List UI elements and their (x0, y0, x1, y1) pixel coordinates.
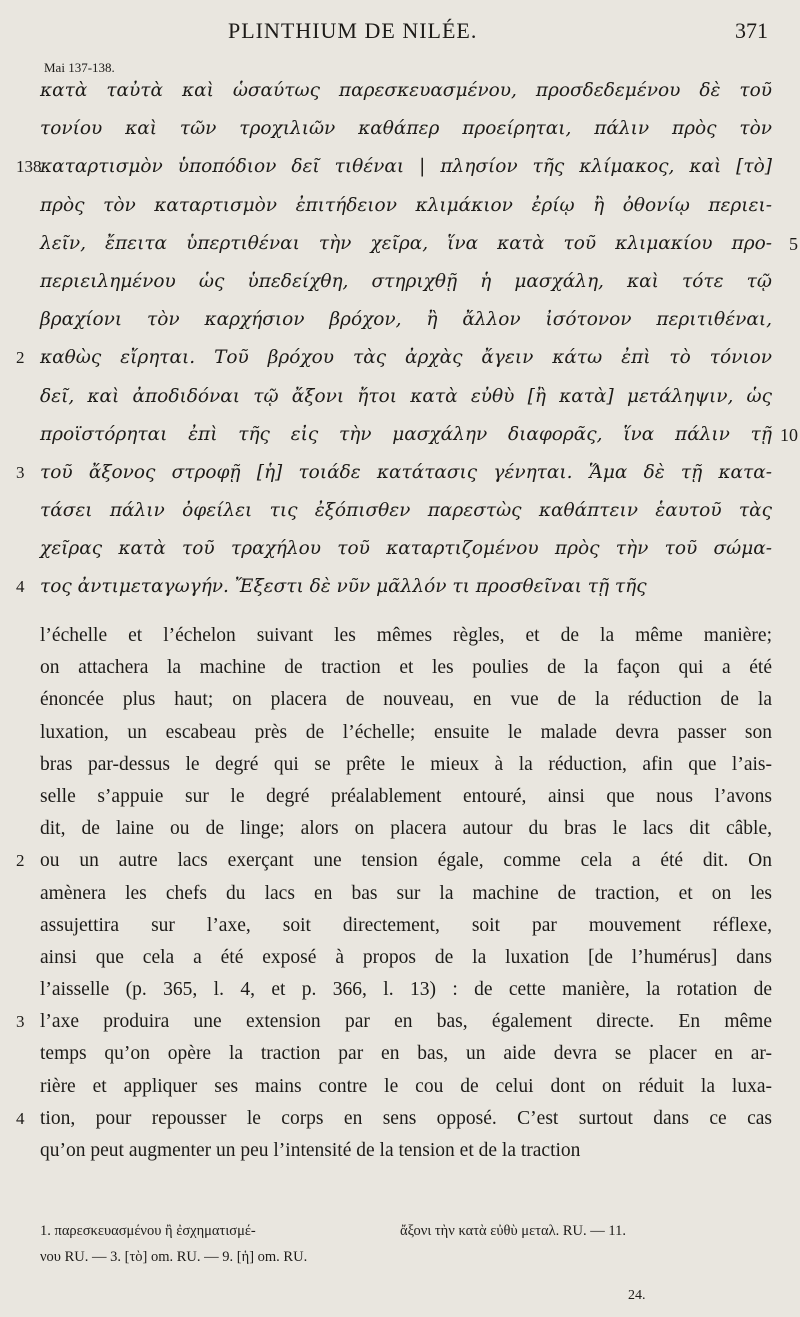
footnote-row (40, 1218, 772, 1244)
footnote-right-1: ἄξονι τὴν κατὰ εὐθὺ μεταλ. RU. — 11. (400, 1223, 626, 1239)
ms-page-marker: 138 (16, 157, 42, 177)
greek-text-block (16, 72, 798, 607)
greek-line (40, 72, 772, 110)
french-line-text: ainsi que cela a été exposé à propos de la luxation [de l’humérus] dans (40, 946, 772, 968)
note-marker: 4 (16, 1108, 25, 1128)
footnotes (40, 1218, 772, 1270)
greek-line-text: χεῖρας κατὰ τοῦ τραχήλου τοῦ καταρτιζομένου πρὸς τὴν τοῦ σώμα- (40, 538, 772, 560)
greek-line-text: τονίου καὶ τῶν τροχιλιῶν καθάπερ προείρηται, πάλιν πρὸς τὸν (40, 118, 772, 140)
french-line (40, 1071, 772, 1103)
french-line (40, 942, 772, 974)
french-line (40, 878, 772, 910)
french-line-text: l’aisselle (p. 365, l. 4, et p. 366, l. 13) : de cette manière, la rotation de (40, 979, 772, 1001)
french-line-text: temps qu’on opère la traction par en bas, un aide devra se placer en ar- (40, 1043, 772, 1065)
greek-line (40, 492, 772, 530)
french-line-text: l’échelle et l’échelon suivant les mêmes règles, et de la même manière; (40, 625, 772, 646)
note-marker: 2 (16, 851, 25, 871)
french-line (40, 1135, 772, 1167)
french-line-text: tion, pour repousser le corps en sens opposé. C’est surtout dans ce cas (40, 1107, 772, 1129)
french-line-text: bras par-dessus le degré qui se prête le mieux à la réduction, afin que l’ais- (40, 753, 772, 775)
footnote-left-1: 1. παρεσκευασμένου ἢ ἐσχηματισμέ- (40, 1223, 256, 1239)
greek-line-text: λεῖν, ἔπειτα ὑπερτιθέναι τὴν χεῖρα, ἵνα κατὰ τοῦ κλιμακίου προ- (40, 232, 772, 254)
greek-line-text: δεῖ, καὶ ἀποδιδόναι τῷ ἄξονι ἤτοι κατὰ εὐθὺ [ἢ κατὰ] μετάληψιν, ὡς (40, 385, 772, 407)
greek-line (16, 454, 772, 492)
french-line (16, 845, 772, 877)
footnote-row (40, 1244, 772, 1270)
greek-line-text: προϊστόρηται ἐπὶ τῆς εἰς τὴν μασχάλην διαφορᾶς, ἵνα πάλιν τῇ (40, 423, 772, 445)
french-line (16, 1006, 772, 1038)
french-line (40, 813, 772, 845)
greek-line (40, 110, 772, 148)
greek-line (40, 225, 798, 263)
greek-line-text: κατὰ ταὐτὰ καὶ ὡσαύτως παρεσκευασμένου, προσδεδεμένου δὲ τοῦ (40, 80, 772, 101)
greek-line-text: τος ἀντιμεταγωγήν. Ἔξεστι δὲ νῦν μᾶλλόν τι προσθεῖναι τῇ τῆς (40, 576, 647, 598)
french-line-text: on attachera la machine de traction et les poulies de la façon qui a été (40, 657, 772, 679)
french-line-text: qu’on peut augmenter un peu l’intensité de la tension et de la traction (40, 1140, 581, 1161)
note-marker: 4 (16, 577, 25, 597)
french-line-text: assujettira sur l’axe, soit directement, soit par mouvement réflexe, (40, 914, 772, 936)
french-line-text: amènera les chefs du lacs en bas sur la machine de traction, et on les (40, 882, 772, 904)
line-number: 10 (780, 424, 798, 445)
french-line (16, 1103, 772, 1135)
note-marker: 2 (16, 348, 25, 368)
note-marker: 3 (16, 1012, 25, 1032)
french-line (40, 974, 772, 1006)
french-line-text: ou un autre lacs exerçant une tension égale, comme cela a été dit. On (40, 850, 772, 872)
greek-line (40, 187, 772, 225)
french-line (40, 749, 772, 781)
greek-line-text: πρὸς τὸν καταρτισμὸν ἐπιτήδειον κλιμάκιον ἐρίῳ ἢ ὀθονίῳ περιει- (40, 194, 772, 216)
footnote-left-2: νου RU. — 3. [τὸ] om. RU. — 9. [ἡ] om. RU. (40, 1249, 308, 1265)
french-line-text: dit, de laine ou de linge; alors on placera autour du bras le lacs dit câble, (40, 818, 772, 840)
greek-line-text: βραχίονι τὸν καρχήσιον βρόχον, ἢ ἄλλον ἰσότονον περιτιθέναι, (40, 309, 772, 331)
greek-line (40, 301, 772, 339)
greek-line (40, 378, 772, 416)
french-line-text: luxation, un escabeau près de l’échelle; ensuite le malade devra passer son (40, 721, 772, 743)
greek-line (40, 530, 772, 568)
french-translation-block (16, 620, 772, 1167)
greek-line (16, 148, 772, 186)
french-line-text: selle s’appuie sur le degré préalablement entouré, ainsi que nous l’avons (40, 785, 772, 807)
french-line (40, 717, 772, 749)
greek-line-text: καταρτισμὸν ὑποπόδιον δεῖ τιθέναι | πλησίον τῆς κλίμακος, καὶ [τὸ] (40, 156, 772, 178)
page-header (0, 18, 800, 48)
greek-line (40, 416, 798, 454)
french-line (40, 781, 772, 813)
french-line (40, 620, 772, 652)
french-line-text: rière et appliquer ses mains contre le cou de celui dont on réduit la luxa- (40, 1075, 772, 1097)
french-line (40, 1038, 772, 1070)
greek-line-text: καθὼς εἴρηται. Τοῦ βρόχου τὰς ἀρχὰς ἄγειν κάτω ἐπὶ τὸ τόνιον (40, 347, 772, 369)
greek-line-text: περιειλημένου ὡς ὑπεδείχθη, στηριχθῇ ἡ μασχάλη, καὶ τότε τῷ (40, 270, 772, 292)
french-line (40, 684, 772, 716)
greek-line-text: τάσει πάλιν ὀφείλει τις ἐξόπισθεν παρεστὼς καθάπτειν ἑαυτοῦ τὰς (40, 500, 772, 522)
french-line (40, 910, 772, 942)
french-line (40, 652, 772, 684)
manuscript-reference: Mai 137-138. (44, 60, 115, 75)
french-line-text: énoncée plus haut; on placera de nouveau, en vue de la réduction de la (40, 689, 772, 711)
french-line-text: l’axe produira une extension par en bas, également directe. En même (40, 1011, 772, 1033)
greek-line (16, 339, 772, 377)
greek-line-text: τοῦ ἄξονος στροφῇ [ἡ] τοιάδε κατάτασις γένηται. Ἅμα δὲ τῇ κατα- (40, 461, 772, 483)
line-number: 5 (789, 233, 798, 254)
note-marker: 3 (16, 462, 25, 482)
page-number: 371 (735, 18, 768, 43)
greek-line (16, 568, 772, 606)
greek-line (40, 263, 772, 301)
running-title: PLINTHIUM DE NILÉE. (228, 18, 478, 43)
signature-mark: 24. (628, 1288, 646, 1303)
